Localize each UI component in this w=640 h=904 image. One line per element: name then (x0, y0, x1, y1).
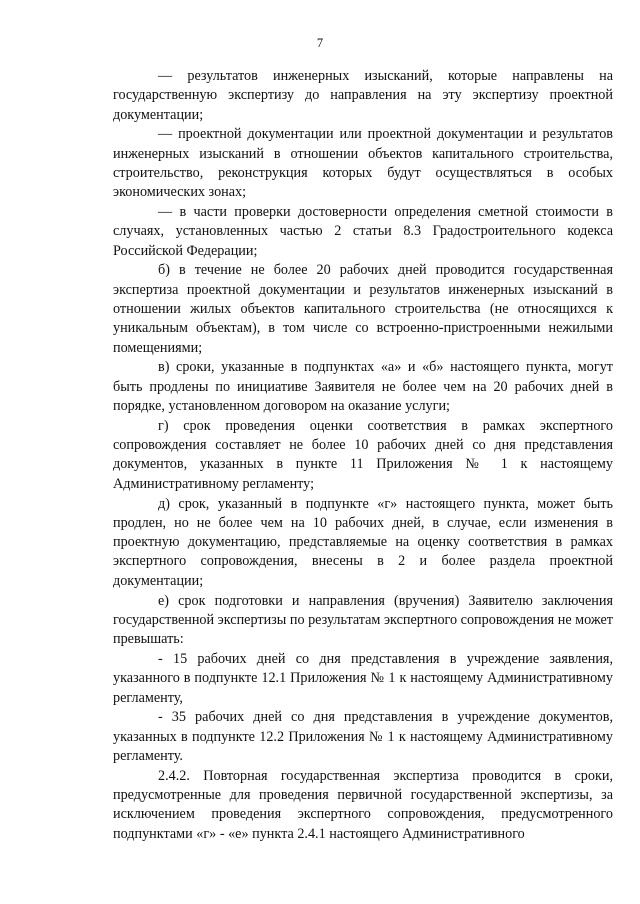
paragraph-item-e: е) срок подготовки и направления (вручения) Заявителю заключения государственной экспертизы по результатам экспертного сопровождения не может превышать: (113, 592, 614, 648)
paragraph-dash-engineering-surveys: — результатов инженерных изысканий, которые направлены на государственную экспертизу до направления на эту экспертизу проектной документации; (113, 68, 613, 123)
paragraph-item-g: г) срок проведения оценки соответствия в рамках экспертного сопровождения составляет не более 10 рабочих дней со дня представления документов, указанных в пункте 11 Приложения № 1 к настоящему Административному регламенту; (113, 417, 613, 492)
paragraph-2-4-2: 2.4.2. Повторная государственная экспертиза проводится в сроки, предусмотренные для проведения первичной государственной экспертизы, за исключением проведения экспертного сопровождения, предусмотренного подпунктами «г» - «е» пункта 2.4.1 настоящего Административного (113, 767, 613, 842)
paragraph-item-b: б) в течение не более 20 рабочих дней проводится государственная экспертиза проектной документации и результатов инженерных изысканий в отношении жилых объектов капитального строительства (не относящихся к уникальным объектам), в том числе со встроенно-пристроенными нежилыми помещениями; (113, 262, 613, 356)
paragraph-sub-35-days: - 35 рабочих дней со дня представления в учреждение документов, указанных в подпункте 12.2 Приложения № 1 к настоящему Административному регламенту. (113, 709, 613, 764)
page-number: 7 (316, 36, 324, 50)
paragraph-dash-estimate-verification: — в части проверки достоверности определения сметной стоимости в случаях, установленных частью 2 статьи 8.3 Градостроительного кодекса Российской Федерации; (113, 204, 613, 259)
paragraph-item-v: в) сроки, указанные в подпунктах «а» и «б» настоящего пункта, могут быть продлены по инициативе Заявителя не более чем на 20 рабочих дней в порядке, установленном договором на оказание услуги; (113, 359, 613, 415)
document-body (113, 67, 613, 844)
paragraph-item-d: д) срок, указанный в подпункте «г» настоящего пункта, может быть продлен, но не более чем на 10 рабочих дней, в случае, если изменения в проектную документацию, представляемые на оценку соответствия в рамках экспертного сопровождения, внесены в 2 и более раздела проектной документации; (113, 495, 613, 589)
paragraph-sub-15-days: - 15 рабочих дней со дня представления в учреждение заявления, указанного в подпункте 12.1 Приложения № 1 к настоящему Административному регламенту, (113, 650, 613, 706)
paragraph-dash-special-economic-zones: — проектной документации или проектной документации и результатов инженерных изысканий в отношении объектов капитального строительства, строительство, реконструкция которых будут осуществляться в особых экономических зонах; (113, 126, 613, 201)
